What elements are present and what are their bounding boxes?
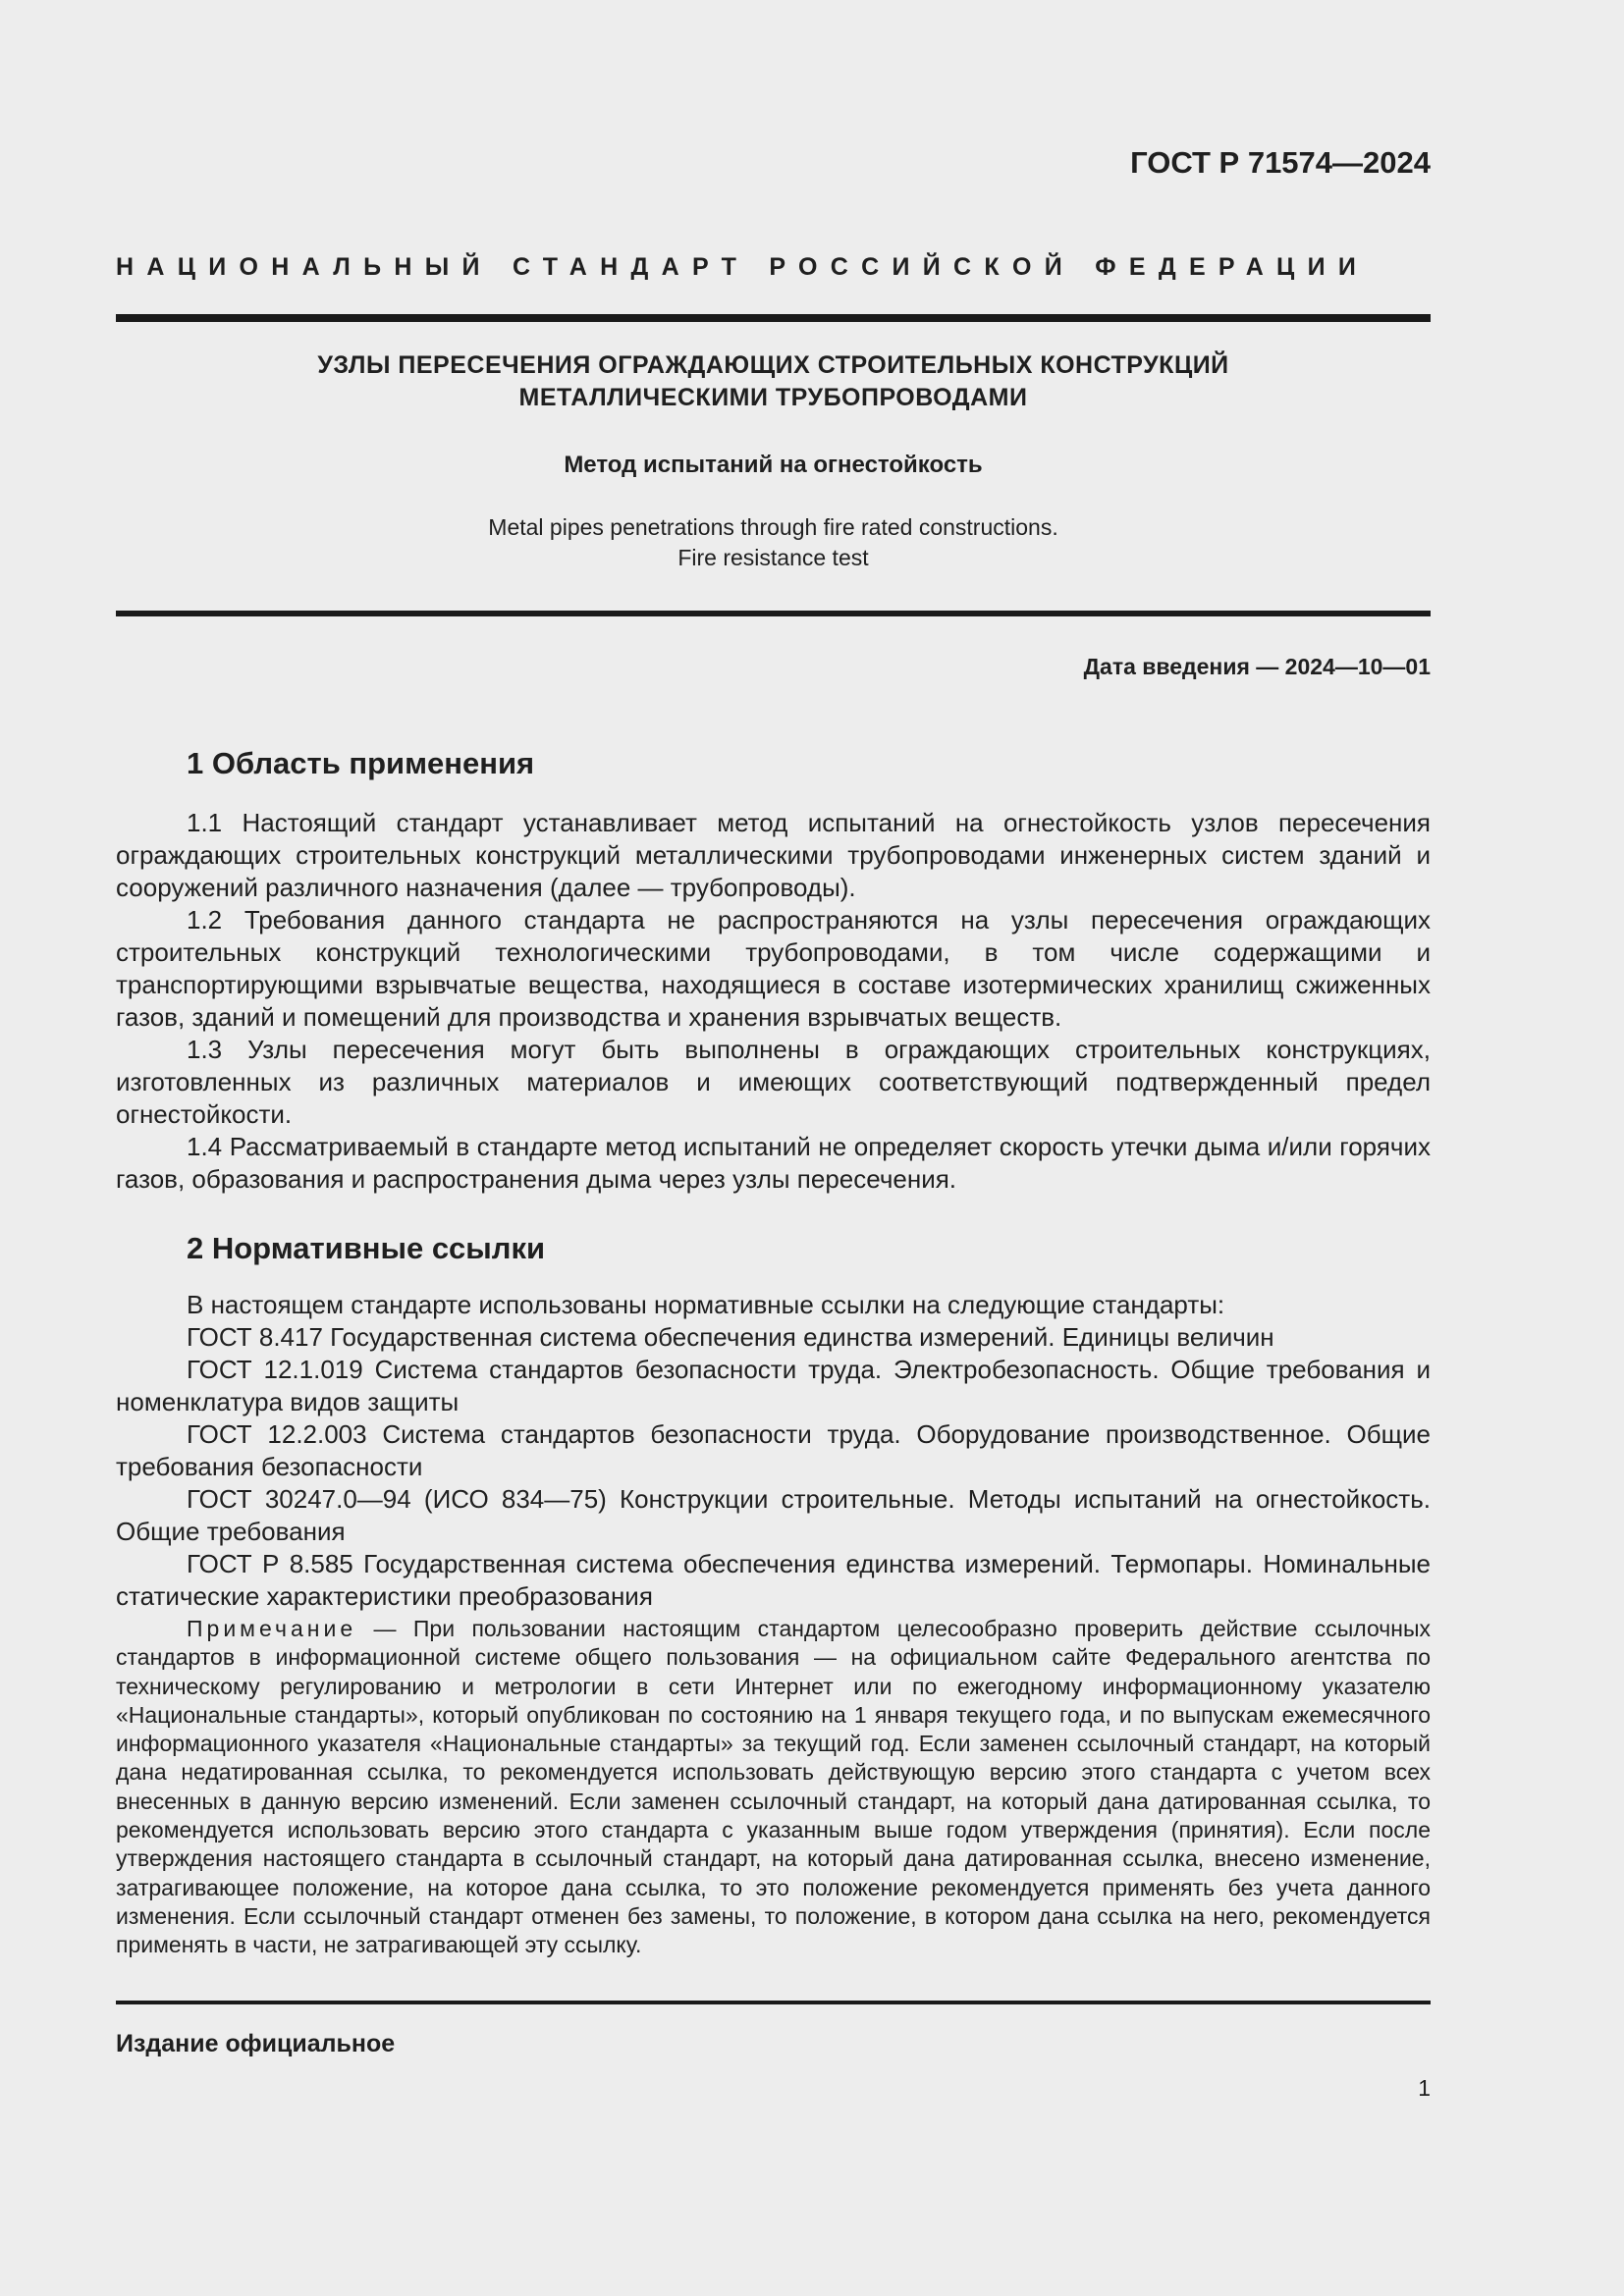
section-heading-scope: 1 Область применения (187, 746, 535, 780)
paragraph: 1.3 Узлы пересечения могут быть выполнены в ограждающих строительных конструкциях, изготовленных из различных материалов и имеющих соответствующий подтвержденный предел огнестойкости. (116, 1035, 1431, 1129)
national-standard-title: НАЦИОНАЛЬНЫЙ СТАНДАРТ РОССИЙСКОЙ ФЕДЕРАЦИИ (116, 253, 1370, 281)
divider (116, 611, 1431, 616)
official-edition-label: Издание официальное (116, 2030, 396, 2057)
note-label: Примечание (187, 1616, 357, 1641)
divider (116, 314, 1431, 322)
section-references-body (116, 1289, 1431, 1613)
paragraph: 1.4 Рассматриваемый в стандарте метод испытаний не определяет скорость утечки дыма и/или горячих газов, образования и распространения дыма через узлы пересечения. (116, 1132, 1431, 1194)
document-number: ГОСТ Р 71574—2024 (1130, 145, 1431, 180)
english-title (116, 512, 1431, 573)
title-line-1: УЗЛЫ ПЕРЕСЕЧЕНИЯ ОГРАЖДАЮЩИХ СТРОИТЕЛЬНЫХ КОНСТРУКЦИЙ (317, 351, 1229, 379)
english-title-line-1: Metal pipes penetrations through fire rated constructions. (488, 514, 1058, 540)
paragraph: В настоящем стандарте использованы нормативные ссылки на следующие стандарты: (187, 1290, 1225, 1319)
reference-item: ГОСТ 12.2.003 Система стандартов безопасности труда. Оборудование производственное. Общие требования безопасности (116, 1419, 1431, 1481)
reference-item: ГОСТ 30247.0—94 (ИСО 834—75) Конструкции строительные. Методы испытаний на огнестойкость. Общие требования (116, 1484, 1431, 1546)
title-line-2: МЕТАЛЛИЧЕСКИМИ ТРУБОПРОВОДАМИ (518, 384, 1028, 411)
english-title-line-2: Fire resistance test (677, 545, 869, 570)
note (116, 1615, 1431, 1960)
divider (116, 2001, 1431, 2004)
note-text: — При пользовании настоящим стандартом целесообразно проверить действие ссылочных стандартов в информационной системе общего пользования — на официальном сайте Федерального агентства по техническому регулированию и метрологии в сети Интернет или по ежегодному информационному указателю «Национальные стандарты», который опубликован по состоянию на 1 января текущего года, и по выпускам ежемесячного информационного указателя «Национальные стандарты» за текущий год. Если заменен ссылочный стандарт, на который дана недатированная ссылка, то рекомендуется использовать действующую версию этого стандарта с учетом всех внесенных в данную версию изменений. Если заменен ссылочный стандарт, на который дана датированная ссылка, то рекомендуется использовать версию этого стандарта с указанным выше годом утверждения (принятия). Если после утверждения настоящего стандарта в ссылочный стандарт, на который дана датированная ссылка, внесено изменение, затрагивающее положение, на которое дана ссылка, то это положение рекомендуется применять без учета данного изменения. Если ссылочный стандарт отменен без замены, то положение, в котором дана ссылка на него, рекомендуется применять в части, не затрагивающей эту ссылку. (116, 1616, 1431, 1958)
paragraph: 1.2 Требования данного стандарта не распространяются на узлы пересечения ограждающих строительных конструкций технологическими трубопроводами, в том числе содержащими и транспортирующими взрывчатые вещества, находящиеся в составе изотермических хранилищ сжиженных газов, зданий и помещений для производства и хранения взрывчатых веществ. (116, 905, 1431, 1032)
introduction-date: Дата введения — 2024—10—01 (1083, 654, 1431, 679)
section-heading-references: 2 Нормативные ссылки (187, 1231, 546, 1265)
standard-subtitle: Метод испытаний на огнестойкость (564, 452, 983, 478)
reference-item: ГОСТ 12.1.019 Система стандартов безопасности труда. Электробезопасность. Общие требования и номенклатура видов защиты (116, 1355, 1431, 1416)
reference-item: ГОСТ 8.417 Государственная система обеспечения единства измерений. Единицы величин (187, 1322, 1274, 1352)
reference-item: ГОСТ Р 8.585 Государственная система обеспечения единства измерений. Термопары. Номинальные статические характеристики преобразования (116, 1549, 1431, 1611)
standard-title (116, 349, 1431, 414)
page-number: 1 (1418, 2075, 1431, 2101)
paragraph: 1.1 Настоящий стандарт устанавливает метод испытаний на огнестойкость узлов пересечения ограждающих строительных конструкций металлическими трубопроводами инженерных систем зданий и сооружений различного назначения (далее — трубопроводы). (116, 808, 1431, 902)
section-scope-body (116, 807, 1431, 1196)
